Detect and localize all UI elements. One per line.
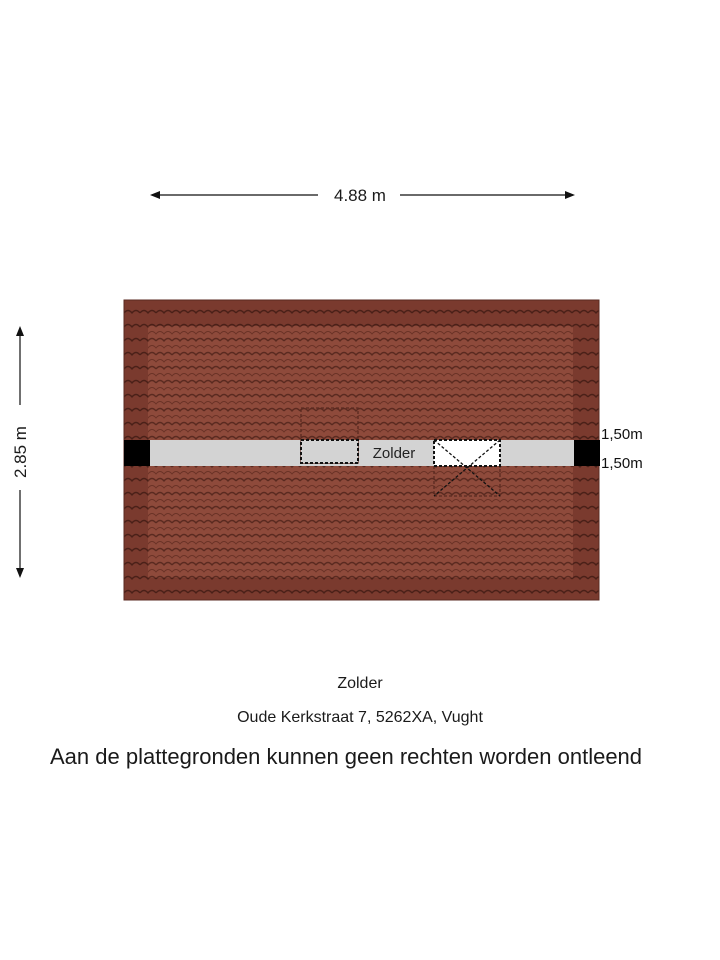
wall-left	[124, 440, 150, 466]
width-dimension	[150, 186, 575, 205]
address: Oude Kerkstraat 7, 5262XA, Vught	[237, 709, 483, 726]
room-label: Zolder	[372, 445, 416, 462]
height-label-bottom: 1,50m	[601, 455, 643, 472]
disclaimer: Aan de plattegronden kunnen geen rechten worden ontleend	[50, 744, 643, 769]
floor-band	[124, 440, 600, 466]
wall-right	[574, 440, 600, 466]
height-label-top: 1,50m	[601, 426, 643, 443]
depth-label: 2.85 m	[11, 426, 30, 478]
width-label: 4.88 m	[334, 186, 386, 205]
depth-dimension	[11, 326, 30, 578]
floor-name: Zolder	[337, 675, 383, 692]
